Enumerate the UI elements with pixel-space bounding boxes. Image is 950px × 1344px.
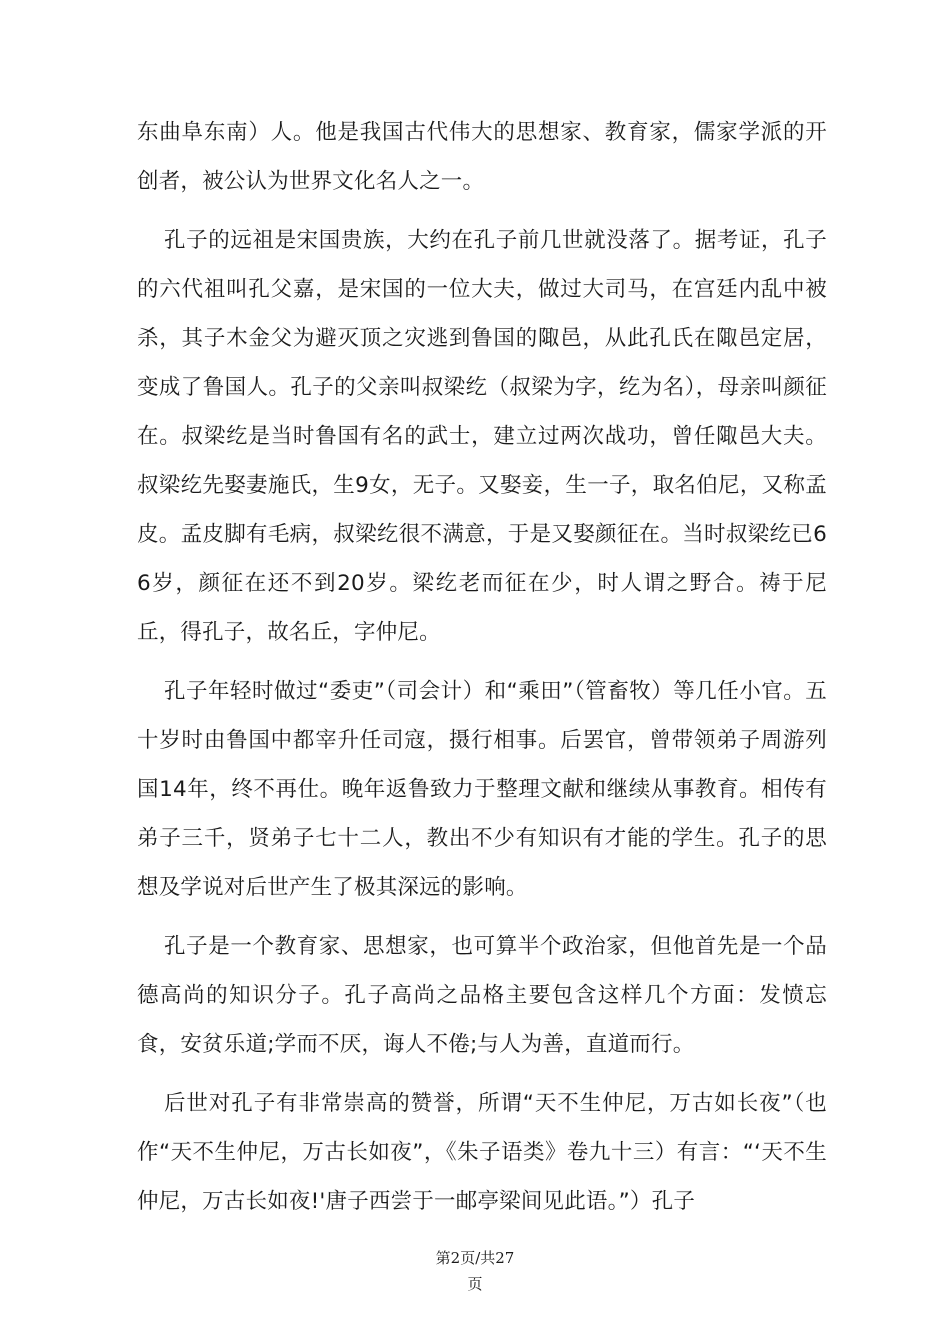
page-number-line-1: 第2页/共27 [435,1249,515,1267]
document-body [137,108,827,1226]
paragraph-2: 孔子的远祖是宋国贵族，大约在孔子前几世就没落了。据考证，孔子的六代祖叫孔父嘉，是宋国的一位大夫，做过大司马，在宫廷内乱中被杀，其子木金父为避灭顶之灾逃到鲁国的陬邑，从此孔氏在陬邑定居，变成了鲁国人。孔子的父亲叫叔梁纥（叔梁为字，纥为名），母亲叫颜征在。叔梁纥是当时鲁国有名的武士，建立过两次战功，曾任陬邑大夫。叔梁纥先娶妻施氏，生9女，无子。又娶妾，生一子，取名伯尼，又称孟皮。孟皮脚有毛病，叔梁纥很不满意，于是又娶颜征在。当时叔梁纥已66岁，颜征在还不到20岁。梁纥老而征在少，时人谓之野合。祷于尼丘，得孔子，故名丘，字仲尼。 [137,228,827,645]
paragraph-3: 孔子年轻时做过“委吏”（司会计）和“乘田”（管畜牧）等几任小官。五十岁时由鲁国中都宰升任司寇，摄行相事。后罢官，曾带领弟子周游列国14年，终不再仕。晚年返鲁致力于整理文献和继续从事教育。相传有弟子三千，贤弟子七十二人，教出不少有知识有才能的学生。孔子的思想及学说对后世产生了极其深远的影响。 [137,679,827,900]
page-number-line-2: 页 [467,1275,483,1293]
page-footer [0,1245,950,1297]
paragraph-5: 后世对孔子有非常崇高的赞誉，所谓“天不生仲尼，万古如长夜”（也作“天不生仲尼，万古长如夜”，《朱子语类》卷九十三）有言：“‘天不生仲尼，万古长如夜!'唐子西尝于一邮亭梁间见此语。”）孔子 [137,1091,827,1214]
paragraph-1: 东曲阜东南）人。他是我国古代伟大的思想家、教育家，儒家学派的开创者，被公认为世界文化名人之一。 [137,120,827,194]
paragraph-4: 孔子是一个教育家、思想家，也可算半个政治家，但他首先是一个品德高尚的知识分子。孔子高尚之品格主要包含这样几个方面：发愤忘食，安贫乐道;学而不厌，诲人不倦;与人为善，直道而行。 [137,934,827,1057]
